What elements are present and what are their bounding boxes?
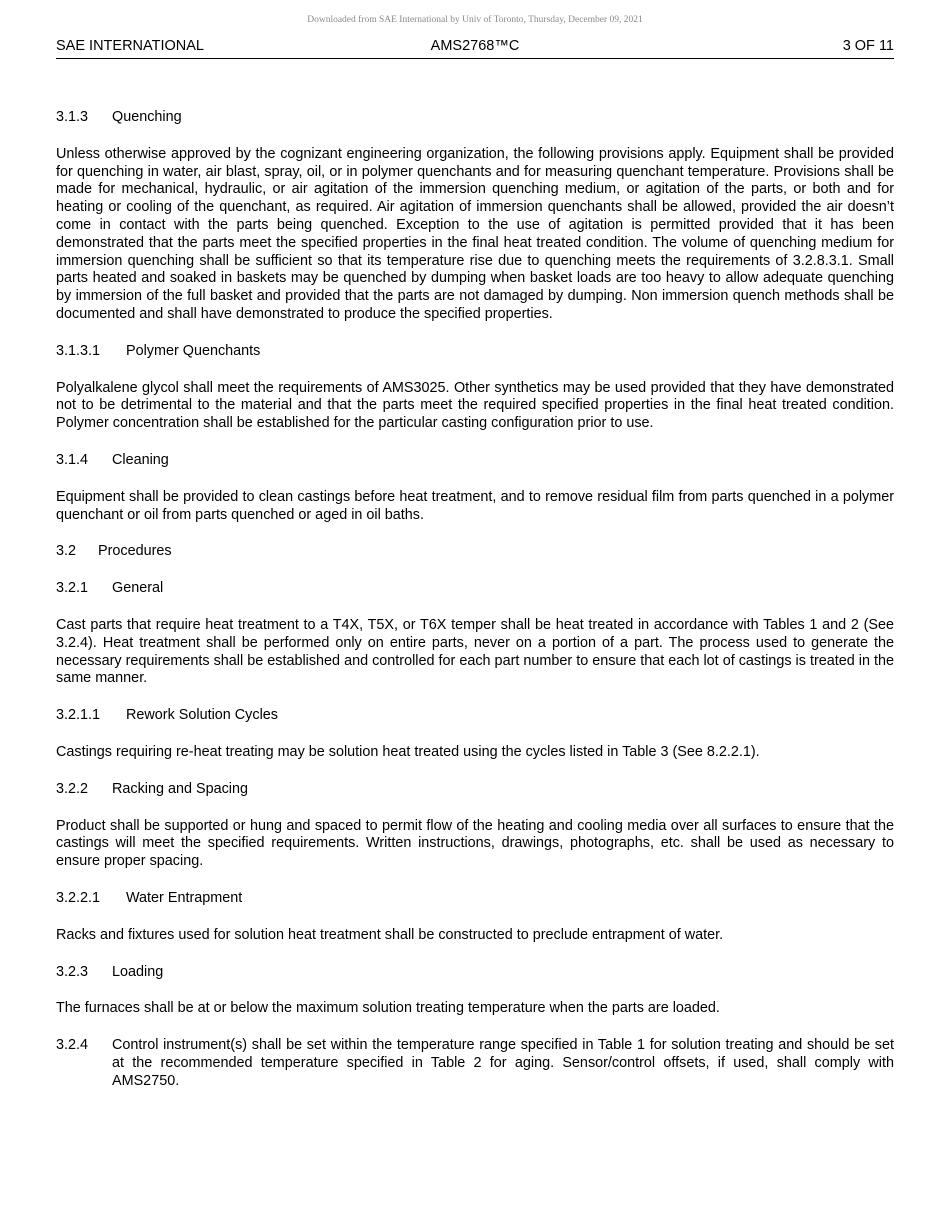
section-number: 3.2.3 xyxy=(56,963,89,980)
section-title: Procedures xyxy=(98,543,172,560)
section-heading-3-2 xyxy=(56,543,894,561)
section-title: Polymer Quenchants xyxy=(126,342,261,359)
paragraph-water-entrapment: Racks and fixtures used for solution heat treatment shall be constructed to preclude entrapment of water. xyxy=(56,926,724,943)
paragraph-rework-solution-cycles: Castings requiring re-heat treating may be solution heat treated using the cycles listed in Table 3 (See 8.2.2.1). xyxy=(56,743,760,760)
section-number: 3.2.4 xyxy=(56,1037,89,1054)
section-number: 3.2.2.1 xyxy=(56,889,101,906)
section-title: Water Entrapment xyxy=(126,889,243,906)
paragraph-cleaning: Equipment shall be provided to clean castings before heat treatment, and to remove residual film from parts quenched in a polymer quenchant or oil from parts quenched or aged in oil baths. xyxy=(56,488,894,523)
section-number: 3.2.2 xyxy=(56,780,89,797)
section-heading-3-2-2-1 xyxy=(56,890,894,908)
section-heading-3-2-1 xyxy=(56,580,894,598)
paragraph-general: Cast parts that require heat treatment to a T4X, T5X, or T6X temper shall be heat treated in accordance with Tables 1 and 2 (See 3.2.4). Heat treatment shall be performed only on entire parts, never on a portion of a part. The process used to generate the necessary requirements shall be established and controlled for each part number to ensure that each lot of castings is treated in the same manner. xyxy=(56,616,894,687)
section-heading-3-2-2 xyxy=(56,781,894,799)
section-title: Racking and Spacing xyxy=(112,780,249,797)
section-number: 3.1.3.1 xyxy=(56,342,101,359)
section-number: 3.1.3 xyxy=(56,109,89,125)
numbered-paragraph-3-2-4 xyxy=(56,1037,894,1090)
paragraph-polymer-quenchants: Polyalkalene glycol shall meet the requirements of AMS3025. Other synthetics may be used provided that they have demonstrated not to be detrimental to the material and that the parts meet the required specified properties in the final heat treated condition. Polymer concentration shall be established for the particular casting configuration prior to use. xyxy=(56,379,894,432)
section-title: Quenching xyxy=(112,109,182,125)
page-number: 3 OF 11 xyxy=(842,38,894,54)
paragraph-quenching: Unless otherwise approved by the cognizant engineering organization, the following provisions apply. Equipment shall be provided for quenching in water, air blast, spray, oil, or in polymer quenchants and for measuring quenchant temperature. Provisions shall be made for mechanical, hydraulic, or air agitation of the immersion quenching medium, or agitation of the parts, or both and for heating or cooling of the quenchant, as required. Air agitation of immersion quenchants shall be allowed, provided the air doesn’t come in contact with the parts being quenched. Exception to the use of agitation is permitted provided that it has been demonstrated that the parts meet the specified properties in the final heat treated condition. The volume of quenching medium for immersion quenching shall be sufficient so that its temperature rise due to quenching meets the requirements of 3.2.8.3.1. Small parts heated and soaked in baskets may be quenched by dumping when basket loads are too heavy to allow adequate quenching by immersion of the full basket and provided that the parts are not damaged by dumping. Non immersion quench methods shall be documented and shall have demonstrated to produce the specified properties. xyxy=(56,145,894,322)
page-header xyxy=(56,38,894,59)
section-number: 3.2 xyxy=(56,543,77,560)
section-heading-3-1-4 xyxy=(56,452,894,470)
paragraph-racking-and-spacing: Product shall be supported or hung and spaced to permit flow of the heating and cooling media over all surfaces to ensure that the castings will meet the specified requirements. Written instructions, drawings, photographs, etc. shall be used as necessary to ensure proper spacing. xyxy=(56,817,894,870)
section-title: General xyxy=(112,580,164,597)
section-title: Cleaning xyxy=(112,451,169,468)
section-number: 3.1.4 xyxy=(56,451,89,468)
section-title: Loading xyxy=(112,963,164,980)
publisher-name: SAE INTERNATIONAL xyxy=(56,38,204,54)
section-number: 3.2.1.1 xyxy=(56,707,101,724)
section-heading-3-1-3 xyxy=(56,109,894,127)
section-heading-3-2-1-1 xyxy=(56,707,894,725)
section-title: Rework Solution Cycles xyxy=(126,707,278,724)
document-body xyxy=(56,109,894,1109)
section-heading-3-2-3 xyxy=(56,964,894,982)
download-watermark: Downloaded from SAE International by Univ of Toronto, Thursday, December 09, 2021 xyxy=(307,15,643,25)
paragraph-control-instruments: Control instrument(s) shall be set within the temperature range specified in Table 1 for solution treating and should be set at the recommended temperature specified in Table 2 for aging. Sensor/control offsets, if used, shall comply with AMS2750. xyxy=(112,1037,894,1089)
section-number: 3.2.1 xyxy=(56,580,89,597)
section-heading-3-1-3-1 xyxy=(56,343,894,361)
document-number: AMS2768™C xyxy=(430,38,520,54)
paragraph-loading: The furnaces shall be at or below the maximum solution treating temperature when the parts are loaded. xyxy=(56,1000,720,1017)
